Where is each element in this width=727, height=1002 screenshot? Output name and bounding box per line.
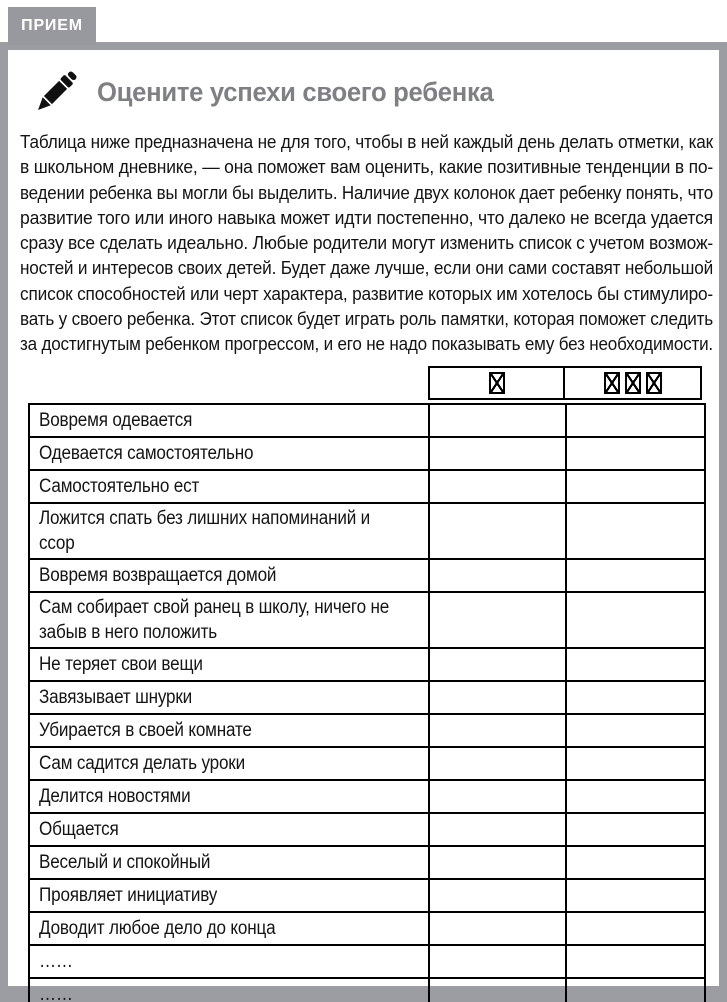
- table-row: [30, 647, 704, 680]
- row-label-cell: [30, 946, 428, 977]
- content-frame: [0, 42, 727, 1002]
- page-title: Оцените успехи своего ребенка: [97, 76, 494, 107]
- rating-cell-2: [565, 593, 704, 647]
- table-row: [30, 779, 704, 812]
- row-label-cell: [30, 504, 428, 558]
- crossed-box-icon: [625, 372, 641, 394]
- title-row: [28, 63, 719, 121]
- rating-cell-1: [428, 913, 565, 944]
- row-label: Убирается в своей комнате: [39, 719, 252, 741]
- skills-table: [28, 366, 706, 1002]
- table-header-row: [28, 366, 706, 400]
- header-cell-spacer: [28, 366, 428, 400]
- rating-cell-1: [428, 946, 565, 977]
- row-label: Самостоятельно ест: [39, 475, 200, 497]
- rating-cell-2: [565, 682, 704, 713]
- table-row: [30, 591, 704, 647]
- intro-line: ведении ребенка вы могли бы выделить. Наличие двух колонок дает ребенку понять, что: [20, 181, 713, 203]
- table-body: [28, 403, 706, 1002]
- crossed-box-icon: [646, 372, 662, 394]
- row-label-cell: [30, 560, 428, 591]
- row-label-cell: [30, 682, 428, 713]
- row-label-cell: [30, 471, 428, 502]
- rating-cell-1: [428, 504, 565, 558]
- row-label: Завязывает шнурки: [39, 686, 193, 708]
- rating-cell-2: [565, 748, 704, 779]
- intro-paragraph: [20, 129, 713, 357]
- table-row: [30, 558, 704, 591]
- rating-cell-1: [428, 979, 565, 1002]
- rating-cell-1: [428, 847, 565, 878]
- rating-cell-2: [565, 781, 704, 812]
- table-row: [30, 713, 704, 746]
- header-cell-triple-mark-column: [565, 366, 702, 400]
- rating-cell-2: [565, 471, 704, 502]
- rating-cell-2: [565, 438, 704, 469]
- table-row: [30, 845, 704, 878]
- intro-line: сразу все сделать идеально. Любые родители могут изменить список с учетом возмож-: [20, 232, 713, 254]
- rating-cell-1: [428, 880, 565, 911]
- row-label: Сам собирает свой ранец в школу, ничего не забыв в него положить: [39, 596, 390, 643]
- row-label: Ложится спать без лишних напоминаний и ссор: [39, 507, 371, 554]
- row-label: Сам садится делать уроки: [39, 752, 245, 774]
- rating-cell-2: [565, 880, 704, 911]
- row-label: Одевается самостоятельно: [39, 442, 254, 464]
- row-label: ……: [39, 983, 73, 1002]
- rating-cell-2: [565, 504, 704, 558]
- intro-line: в школьном дневнике, — она поможет вам оценить, какие позитивные тенденции в по-: [20, 156, 713, 178]
- crossed-box-icon: [604, 372, 620, 394]
- rating-cell-2: [565, 405, 704, 436]
- row-label-cell: [30, 913, 428, 944]
- rating-cell-2: [565, 913, 704, 944]
- row-label-cell: [30, 814, 428, 845]
- rating-cell-2: [565, 715, 704, 746]
- table-row: [30, 812, 704, 845]
- table-row: [30, 405, 704, 436]
- pencil-icon: [28, 64, 84, 120]
- rating-cell-1: [428, 438, 565, 469]
- table-row: [30, 436, 704, 469]
- rating-cell-1: [428, 814, 565, 845]
- table-row: [30, 944, 704, 977]
- table-row: [30, 911, 704, 944]
- row-label: Доводит любое дело до конца: [39, 917, 276, 939]
- row-label-cell: [30, 880, 428, 911]
- intro-line: вать у своего ребенка. Этот список будет играть роль памятки, которая поможет следить: [20, 308, 713, 330]
- row-label-cell: [30, 649, 428, 680]
- row-label-cell: [30, 438, 428, 469]
- header-cell-single-mark-column: [428, 366, 565, 400]
- intro-line: список способностей или черт характера, развитие которых им хотелось бы стимулиро-: [20, 282, 713, 304]
- section-tab-label: ПРИЕМ: [21, 17, 83, 34]
- crossed-box-icon: [489, 372, 505, 394]
- rating-cell-2: [565, 847, 704, 878]
- rating-cell-2: [565, 649, 704, 680]
- row-label-cell: [30, 979, 428, 1002]
- rating-cell-1: [428, 560, 565, 591]
- row-label: ……: [39, 950, 73, 972]
- section-tab: [8, 7, 96, 45]
- rating-cell-2: [565, 560, 704, 591]
- rating-cell-1: [428, 715, 565, 746]
- row-label-cell: [30, 715, 428, 746]
- row-label: Делится новостями: [39, 785, 191, 807]
- intro-line: за достигнутым ребенком прогрессом, и его не надо показывать ему без необходимости.: [20, 333, 713, 355]
- intro-line: Таблица ниже предназначена не для того, чтобы в ней каждый день делать отметки, как: [20, 131, 713, 152]
- rating-cell-1: [428, 748, 565, 779]
- rating-cell-1: [428, 649, 565, 680]
- row-label-cell: [30, 781, 428, 812]
- row-label: Проявляет инициативу: [39, 884, 218, 906]
- rating-cell-1: [428, 471, 565, 502]
- intro-line: ностей и интересов своих детей. Будет даже лучше, если они сами составят небольшой: [20, 257, 713, 279]
- table-row: [30, 680, 704, 713]
- row-label-cell: [30, 593, 428, 647]
- row-label-cell: [30, 847, 428, 878]
- row-label: Вовремя одевается: [39, 409, 193, 431]
- table-row: [30, 502, 704, 558]
- row-label: Не теряет свои вещи: [39, 653, 203, 675]
- row-label: Веселый и спокойный: [39, 851, 211, 873]
- table-row: [30, 977, 704, 1002]
- row-label-cell: [30, 405, 428, 436]
- table-row: [30, 469, 704, 502]
- rating-cell-2: [565, 979, 704, 1002]
- rating-cell-2: [565, 814, 704, 845]
- rating-cell-1: [428, 682, 565, 713]
- row-label: Общается: [39, 818, 119, 840]
- rating-cell-2: [565, 946, 704, 977]
- intro-line: развитие того или иного навыка может идти постепенно, что далеко не всегда удается: [20, 206, 713, 228]
- table-row: [30, 746, 704, 779]
- rating-cell-1: [428, 781, 565, 812]
- rating-cell-1: [428, 405, 565, 436]
- rating-cell-1: [428, 593, 565, 647]
- table-row: [30, 878, 704, 911]
- row-label-cell: [30, 748, 428, 779]
- row-label: Вовремя возвращается домой: [39, 564, 277, 586]
